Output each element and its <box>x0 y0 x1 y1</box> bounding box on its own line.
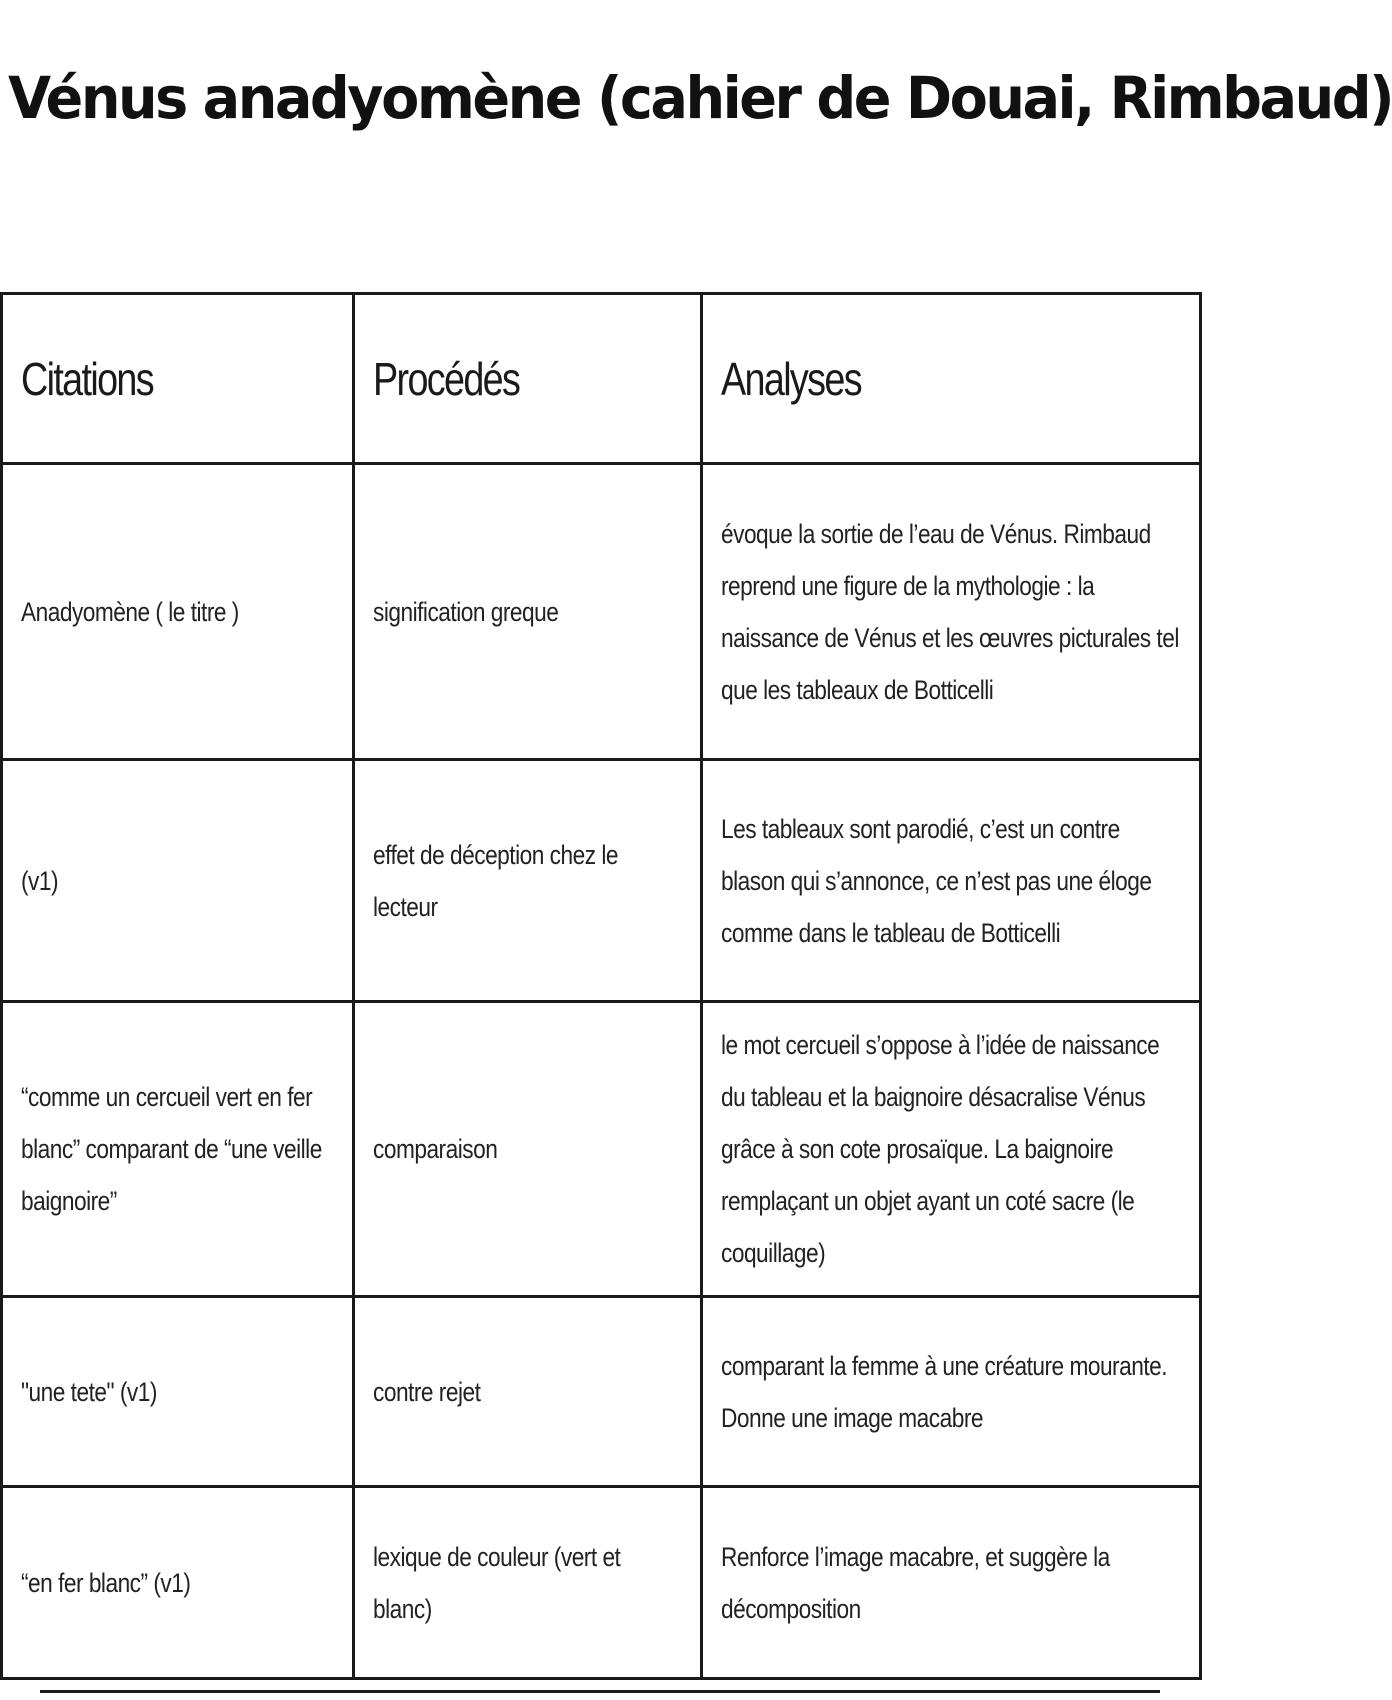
header-analyses: Analyses <box>702 294 1201 464</box>
analyse-cell: évoque la sortie de l’eau de Vénus. Rimbaud reprend une figure de la mythologie : la naissance de Vénus et les œuvres picturales tel que les tableaux de Botticelli <box>702 464 1201 760</box>
procede-cell: effet de déception chez le lecteur <box>354 760 702 1002</box>
table-row <box>2 1297 1201 1487</box>
table-row <box>2 760 1201 1002</box>
table-row <box>2 1002 1201 1297</box>
table-header-row <box>2 294 1201 464</box>
analyse-cell: Les tableaux sont parodié, c’est un contre blason qui s’annonce, ce n’est pas une éloge comme dans le tableau de Botticelli <box>702 760 1201 1002</box>
footer-divider <box>40 1690 1160 1693</box>
citation-cell: (v1) <box>2 760 354 1002</box>
procede-cell: signification greque <box>354 464 702 760</box>
header-citations: Citations <box>2 294 354 464</box>
citation-cell: Anadyomène ( le titre ) <box>2 464 354 760</box>
procede-cell: comparaison <box>354 1002 702 1297</box>
analyse-cell: Renforce l’image macabre, et suggère la décomposition <box>702 1487 1201 1679</box>
citation-cell: “en fer blanc” (v1) <box>2 1487 354 1679</box>
analyse-cell: le mot cercueil s’oppose à l’idée de naissance du tableau et la baignoire désacralise Vénus grâce à son cote prosaïque. La baignoire remplaçant un objet ayant un coté sacre (le coquillage) <box>702 1002 1201 1297</box>
table-row <box>2 464 1201 760</box>
citation-cell: "une tete" (v1) <box>2 1297 354 1487</box>
citation-cell: “comme un cercueil vert en fer blanc” comparant de “une veille baignoire” <box>2 1002 354 1297</box>
page-title: Vénus anadyomène (cahier de Douai, Rimbaud) <box>8 64 1392 132</box>
header-procedes: Procédés <box>354 294 702 464</box>
procede-cell: lexique de couleur (vert et blanc) <box>354 1487 702 1679</box>
procede-cell: contre rejet <box>354 1297 702 1487</box>
analysis-table <box>0 292 1202 1680</box>
table-row <box>2 1487 1201 1679</box>
analyse-cell: comparant la femme à une créature mourante. Donne une image macabre <box>702 1297 1201 1487</box>
